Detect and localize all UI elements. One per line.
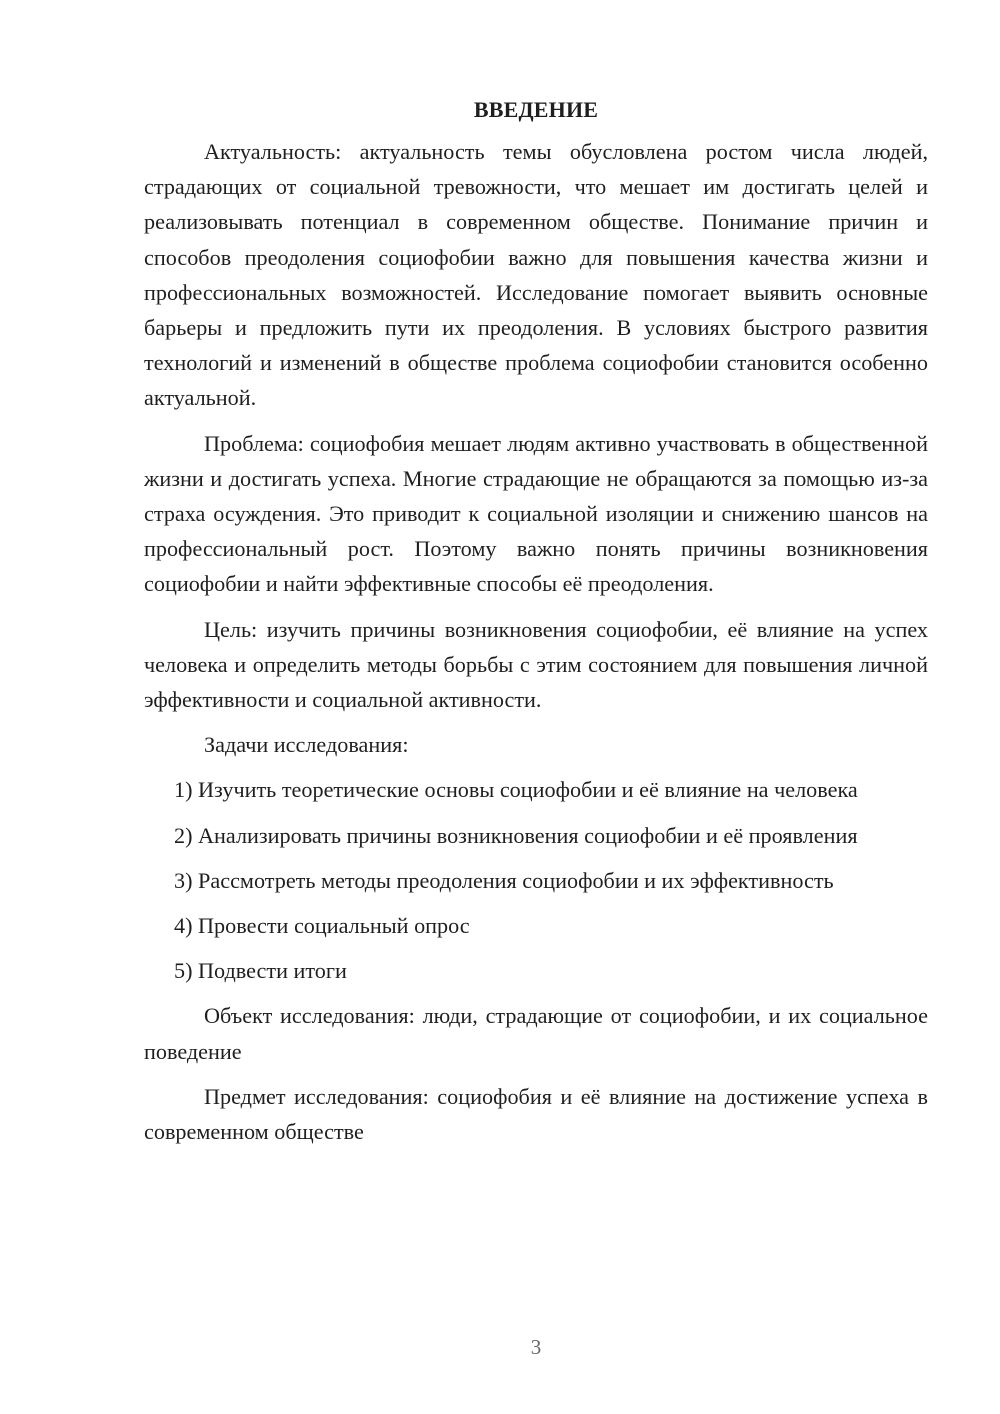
tasks-heading: Задачи исследования:	[204, 732, 409, 758]
tasks-list	[144, 772, 928, 988]
subject-paragraph: Предмет исследования: социофобия и её влияние на достижение успеха в современном обществе	[144, 1083, 928, 1145]
task-item: 2) Анализировать причины возникновения социофобии и её проявления	[174, 822, 858, 848]
object-paragraph: Объект исследования: люди, страдающие от социофобии, и их социальное поведение	[144, 1003, 928, 1064]
section-title: ВВЕДЕНИЕ	[473, 97, 599, 122]
task-item: 4) Провести социальный опрос	[174, 913, 470, 939]
task-item: 5) Подвести итоги	[174, 958, 347, 984]
page-content	[144, 92, 928, 1159]
problem-paragraph: Проблема: социофобия мешает людям активно участвовать в общественной жизни и достигать успеха. Многие страдающие не обращаются за помощью из-за страха осуждения. Это приводит к социальной изоляции и снижению шансов на профессиональный рост. Поэтому важно понять причины возникновения социофобии и найти эффективные способы её преодоления.	[144, 430, 928, 597]
task-item: 3) Рассмотреть методы преодоления социофобии и их эффективность	[174, 867, 834, 893]
relevance-paragraph: Актуальность: актуальность темы обусловлена ростом числа людей, страдающих от социальной тревожности, что мешает им достигать целей и реализовывать потенциал в современном обществе. Понимание причин и способов преодоления социофобии важно для повышения качества жизни и профессиональных возможностей. Исследование помогает выявить основные барьеры и предложить пути их преодоления. В условиях быстрого развития технологий и изменений в обществе проблема социофобии становится особенно актуальной.	[144, 139, 928, 411]
task-item: 1) Изучить теоретические основы социофобии и её влияние на человека	[174, 777, 858, 803]
goal-paragraph: Цель: изучить причины возникновения социофобии, её влияние на успех человека и определить методы борьбы с этим состоянием для повышения личной эффективности и социальной активности.	[144, 616, 928, 713]
page-number: 3	[530, 1335, 542, 1359]
